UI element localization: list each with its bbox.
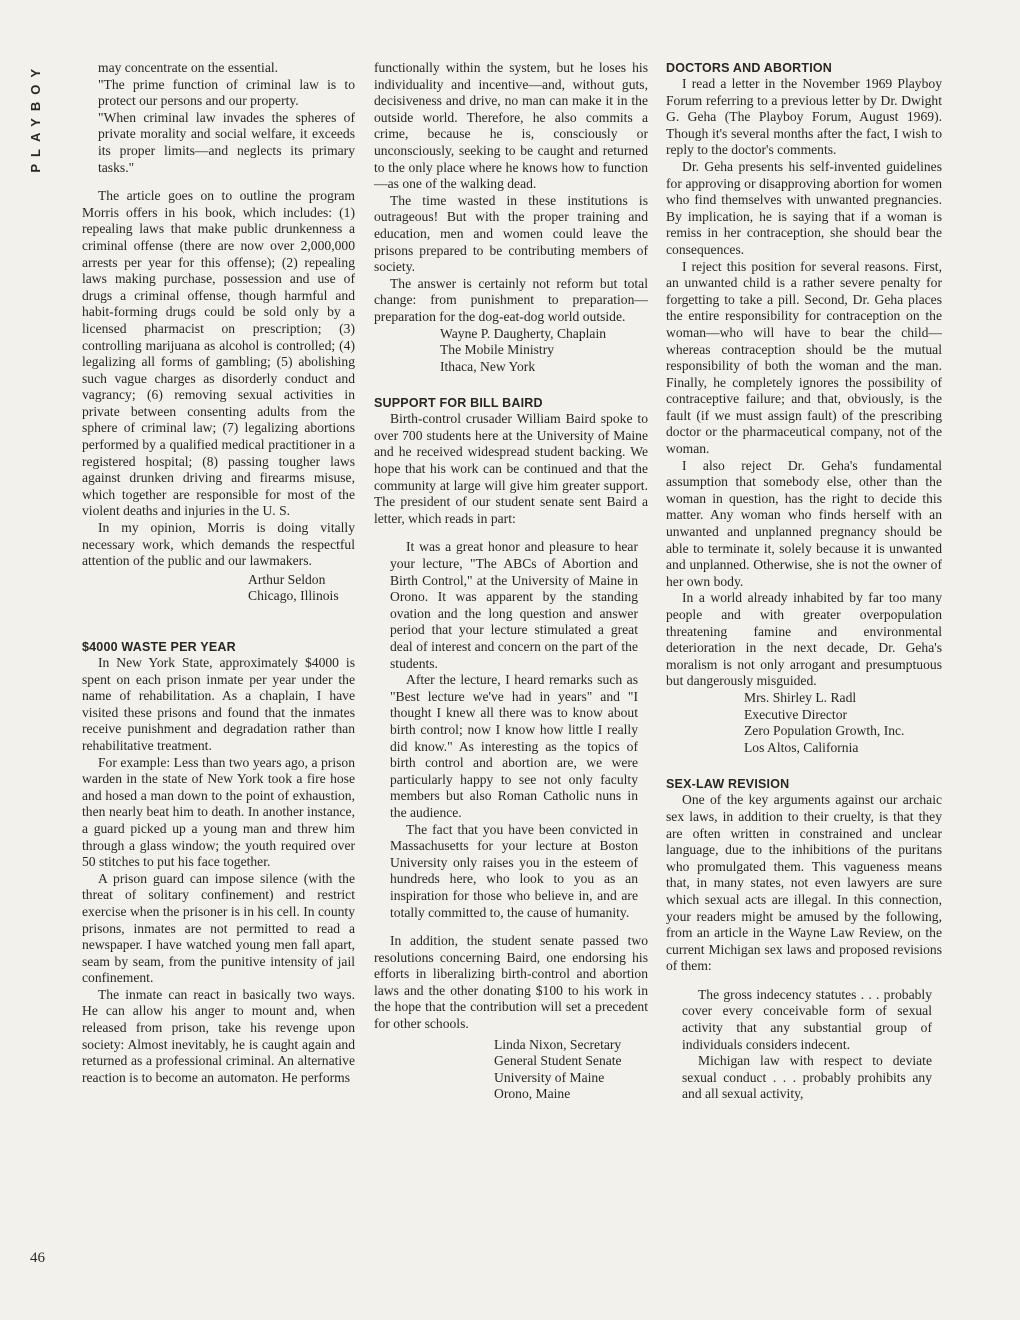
quote-line: may concentrate on the essential. [98, 60, 279, 75]
signature [374, 1037, 648, 1103]
column-1 [82, 60, 355, 1086]
quote-tail [82, 60, 355, 176]
body-paragraph: One of the key arguments against our archaic sex laws, in addition to their cruelty, is that they are often written in constrained and unclear language, due to the inhibitions of the puritans who promulgated them. This vagueness means that, in many states, not even lawyers are sure which sexual acts are illegal. In this connection, your readers might be amused by the following, from an article in the Wayne Law Review, on the current Michigan sex laws and proposed revisions of them: [666, 792, 942, 974]
body-paragraph: Dr. Geha presents his self-invented guidelines for approving or disapproving abortion for women who find themselves with unwanted pregnancies. By implication, he is saying that if a woman is remiss in her contraception, she should bear the consequences. [666, 158, 942, 257]
block-quote [374, 539, 648, 921]
body-paragraph: The answer is certainly not reform but total change: from punishment to preparation—preparation for the dog-eat-dog world outside. [374, 275, 648, 324]
signature-name: Arthur Seldon [248, 571, 326, 587]
quote-paragraph: The fact that you have been convicted in Massachusetts for your lecture at Boston University only raises you in the esteem of hundreds here, who look to you as an inspiration for those who believe in, and are totally committed to, the cause of humanity. [390, 821, 638, 920]
signature-org: University of Maine [494, 1069, 605, 1085]
body-paragraph: The inmate can react in basically two ways. He can allow his anger to mount and, when released from prison, take his revenge upon society: Almost inevitably, he is caught again and returned as a professional criminal. An alternative reaction is to become an automaton. He performs [82, 986, 355, 1085]
body-paragraph: The article goes on to outline the program Morris offers in his book, which includes: (1) repealing laws that make public drunkenness a criminal offense (there are now over 2,000,000 arrests per year for this offense); (2) repealing laws making purchase, possession and use of drugs a criminal offense, though harmful and habit-forming drugs could be sold only by a licensed pharmacist on prescription; (3) controlling marijuana as alcohol is controlled; (4) legalizing all forms of gambling; (5) abolishing such vague charges as disorderly conduct and vagrancy; (6) removing sexual activities in private between consenting adults from the sphere of criminal law; (7) legalizing abortions performed by a qualified medical practitioner in a registered hospital; (8) passing tougher laws against drunken driving and firearms misuse, which together are responsible for most of the violent deaths and injuries in the U. S. [82, 188, 355, 519]
body-paragraph: I read a letter in the November 1969 Playboy Forum referring to a previous letter by Dr. Dwight G. Geha (The Playboy Forum, August 1969). Though it's several months after the fact, I wish to reply to the doctor's comments. [666, 76, 942, 158]
running-head-vertical: PLAYBOY [28, 62, 43, 173]
column-2 [374, 60, 648, 1103]
section-heading: DOCTORS AND ABORTION [666, 61, 833, 75]
section-heading: SEX-LAW REVISION [666, 777, 790, 792]
signature-name: Wayne P. Daugherty, Chaplain [440, 325, 607, 341]
quote-paragraph: The gross indecency statutes . . . probably cover every conceivable form of sexual activity that any substantial group of individuals considers indecent. [682, 986, 932, 1052]
signature-org: Zero Population Growth, Inc. [744, 723, 905, 739]
body-paragraph: In addition, the student senate passed two resolutions concerning Baird, one endorsing his efforts in liberalizing birth-control and abortion laws and the other donating $100 to his work in the hope that the contribution will set a precedent for other schools. [374, 933, 648, 1032]
signature-location: Los Altos, California [744, 739, 859, 755]
body-paragraph: I reject this position for several reasons. First, an unwanted child is a rather severe penalty for forgetting to take a pill. Second, Dr. Geha places the entire responsibility for contraception on the woman—who will have to bear the child—whereas contraception should be the mutual responsibility of both the woman and the man. Finally, he completely ignores the possibility of contraceptive failure; and that, obviously, is the fault (if we must assign fault) of the prescribing doctor or the pharmaceutical company, not of the woman. [666, 258, 942, 457]
body-paragraph: Birth-control crusader William Baird spoke to over 700 students here at the University of Maine and he received widespread student backing. We hope that his work can be continued and that the community at large will give him greater support. The president of our student senate sent Baird a letter, which reads in part: [374, 411, 648, 526]
signature-name: Linda Nixon, Secretary [494, 1036, 622, 1052]
signature-location: Orono, Maine [494, 1086, 571, 1102]
signature [374, 326, 648, 376]
section-heading: SUPPORT FOR BILL BAIRD [374, 396, 543, 411]
body-paragraph: I also reject Dr. Geha's fundamental assumption that somebody else, other than the woman in question, has the right to decide this matter. Any woman who finds herself with an unwanted and unplanned pregnancy should be able to terminate it, solely because it is unwanted and unplanned. Otherwise, she is not the owner of her own body. [666, 457, 942, 589]
body-paragraph: In a world already inhabited by far too many people and with greater overpopulation threatening famine and environmental deterioration in the next decade, Dr. Geha's moralism is not only arrogant and presumptuous but dangerously misguided. [666, 590, 942, 689]
signature-org: The Mobile Ministry [440, 342, 555, 358]
quote-paragraph: After the lecture, I heard remarks such as "Best lecture we've had in years" and "I thought I knew all there was to know about birth control; now I know how little I really did know." As interesting as the topics of birth control and abortion are, we were particularly happy to see not only faculty members but also Roman Catholic nuns in the audience. [390, 672, 638, 820]
body-paragraph: In my opinion, Morris is doing vitally necessary work, which demands the respectful attention of the public and our lawmakers. [82, 520, 355, 569]
page-number: 46 [30, 1250, 45, 1266]
body-paragraph: functionally within the system, but he loses his individuality and incentive—and, without guts, decisiveness and drive, no man can make it in the outside world. Therefore, he also commits a crime, because he is, consciously or unconsciously, seeking to be caught and returned to the only place where he knows how to function—as one of the walking dead. [374, 60, 648, 192]
quote-line: "The prime function of criminal law is to protect our persons and our property. [98, 76, 355, 109]
signature-org: General Student Senate [494, 1053, 622, 1069]
signature-title: Executive Director [744, 706, 848, 722]
quote-paragraph: It was a great honor and pleasure to hear your lecture, "The ABCs of Abortion and Birth Control," at the University of Maine in Orono. It was apparent by the standing ovation and the long question and answer period that your lecture stimulated a great deal of interest and concern on the part of the students. [390, 539, 638, 671]
signature-name: Mrs. Shirley L. Radl [744, 689, 857, 705]
body-paragraph: The time wasted in these institutions is outrageous! But with the proper training and education, men and women could leave the prisons prepared to be contributing members of society. [374, 192, 648, 275]
quote-line: "When criminal law invades the spheres of private morality and social welfare, it exceeds its proper limits—and neglects its primary tasks." [98, 109, 355, 175]
signature [82, 572, 355, 605]
block-quote [666, 987, 942, 1103]
signature-location: Ithaca, New York [440, 358, 536, 374]
body-paragraph: For example: Less than two years ago, a prison warden in the state of New York took a fire hose and hosed a man down to the point of exhaustion, then nearly beat him to death. In another instance, a guard picked up a young man and threw him through a glass window; the youth required over 50 stitches to put his face together. [82, 754, 355, 870]
quote-paragraph: Michigan law with respect to deviate sexual conduct . . . probably prohibits any and all sexual activity, [682, 1053, 932, 1102]
body-paragraph: In New York State, approximately $4000 is spent on each prison inmate per year under the name of rehabilitation. As a chaplain, I have visited these prisons and found that the inmates receive punishment and degradation rather than rehabilitative treatment. [82, 655, 355, 753]
signature [666, 690, 942, 756]
column-3 [666, 60, 942, 1103]
signature-location: Chicago, Illinois [248, 588, 339, 604]
section-heading: $4000 WASTE PER YEAR [82, 640, 236, 654]
body-paragraph: A prison guard can impose silence (with the threat of solitary confinement) and restrict exercise when the prisoner is in his cell. In county prisons, inmates are not permitted to read a newspaper. I have watched young men fall apart, seam by seam, from the punitive intensity of jail confinement. [82, 870, 355, 986]
